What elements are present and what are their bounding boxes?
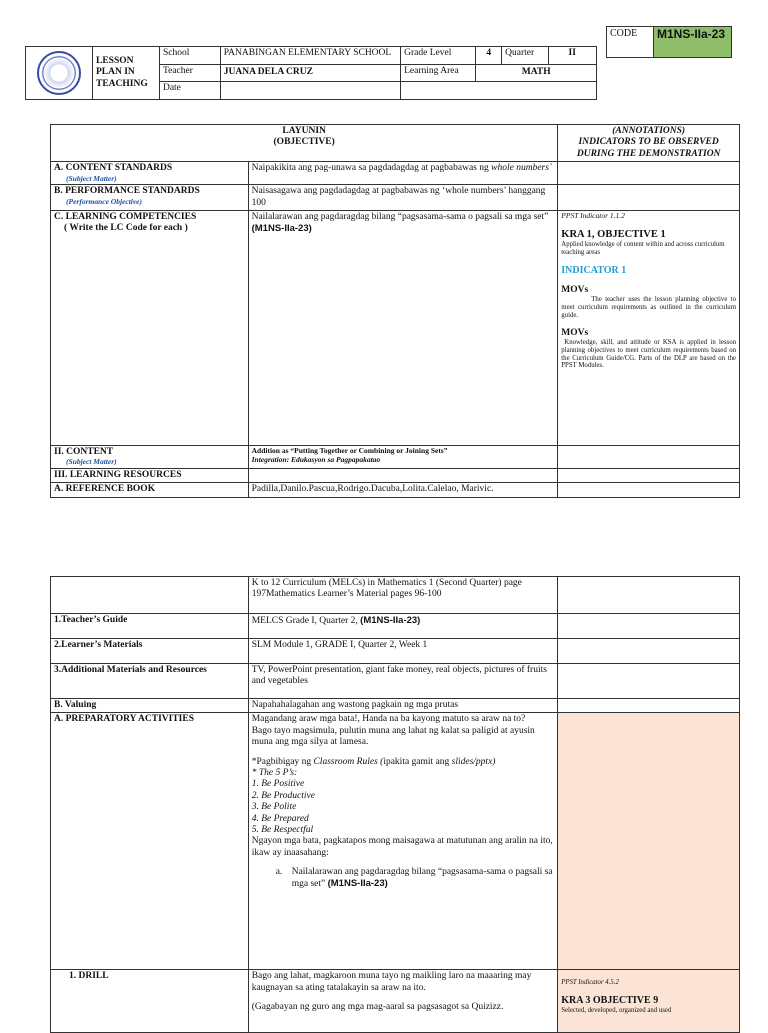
grade-label: Grade Level: [401, 47, 476, 65]
preparatory-annot: [558, 713, 740, 970]
teachers-guide-label: 1.Teacher’s Guide: [51, 614, 249, 639]
content-label: II. CONTENT: [54, 446, 114, 457]
movs2-title: MOVs: [561, 327, 589, 338]
teachers-guide-annot: [558, 614, 740, 639]
rules-italic-2: slides/pptx): [451, 756, 496, 767]
quarter-value: II: [548, 47, 597, 65]
teachers-guide-code: (M1NS-IIa-23): [360, 615, 421, 626]
performance-standards-label: B. PERFORMANCE STANDARDS: [54, 186, 200, 197]
kra1-annotation: [558, 210, 740, 445]
code-box: [606, 26, 732, 58]
kra1-title: KRA 1, OBJECTIVE 1: [561, 228, 666, 240]
deped-seal-icon: [37, 51, 81, 95]
prep-greeting: Magandang araw mga bata!, Handa na ba kayong matuto sa araw na to?: [251, 714, 526, 725]
objective-code: (M1NS-IIa-23): [327, 878, 388, 890]
rules-pre: *Pagbibigay ng: [251, 756, 312, 767]
annotations-header: [558, 125, 740, 162]
content-standards-sub: (Subject Matter): [66, 173, 117, 183]
drill-annot: [558, 970, 740, 1033]
competencies-body: Nailalarawan ang pagdaragdag bilang “pagsasama-sama o pagsali sa mga set”: [251, 211, 549, 222]
prep-expectation: Ngayon mga bata, pagkatapos mong maisagawa at matutunan ang aralin na ito, ikaw ay inaasahang:: [251, 836, 553, 858]
prep-instruction: Bago tayo magsimula, pulutin muna ang lahat ng kalat sa paligid at ayusin muna ang mga silya at lamesa.: [251, 725, 535, 748]
drill-label: 1. DRILL: [51, 970, 249, 1033]
additional-materials-text: TV, PowerPoint presentation, giant fake money, real objects, pictures of fruits and vegetables: [248, 664, 558, 699]
indicator-1-label: INDICATOR 1: [561, 264, 627, 276]
kra1-desc: Applied knowledge of content within and across curriculum teaching areas: [561, 241, 725, 256]
objective-header: [51, 125, 558, 162]
performance-standards-text: Naisasagawa ang pagdadagdag at pagbabawas ng ‘whole numbers’ hanggang 100: [248, 185, 558, 211]
valuing-text: Napahahalagahan ang wastong pagkain ng mga prutas: [248, 699, 558, 713]
date-fill: [401, 82, 597, 100]
learning-resources-text: [248, 468, 558, 482]
content-integration: Integration: Edukasyon sa Pagpapakatao: [251, 454, 381, 464]
content-standards-annot: [558, 162, 740, 185]
header-table: [25, 46, 597, 100]
competencies-code: (M1NS-IIa-23): [251, 223, 312, 235]
learners-materials-label: 2.Learner’s Materials: [51, 639, 249, 664]
seal-cell: [26, 47, 93, 100]
competencies-sub: ( Write the LC Code for each ): [64, 223, 188, 234]
drill-body: Bago ang lahat, magkaroon muna tayo ng maikling laro na maaaring may kaugnayan sa ating tatalakayin sa araw na ito.: [251, 971, 532, 993]
additional-materials-annot: [558, 664, 740, 699]
content-standards-text: [248, 162, 558, 185]
preparatory-label: A. PREPARATORY ACTIVITIES: [51, 713, 249, 970]
kra3-title: KRA 3 OBJECTIVE 9: [561, 995, 659, 1007]
code-label: CODE: [607, 27, 654, 58]
content-annot: [558, 445, 740, 468]
content-standards-italic: whole numbers`: [491, 163, 553, 174]
content-standards-body: Naipakikita ang pag-unawa sa pagdadagdag at pagbabawas ng: [251, 163, 489, 174]
reference-book-label: A. REFERENCE BOOK: [51, 483, 249, 497]
rule-4: 4. Be Prepared: [251, 813, 309, 824]
annotations-title: (ANNOTATIONS): [612, 126, 686, 136]
content-standards-cell: [51, 162, 249, 185]
learners-materials-text: SLM Module 1, GRADE I, Quarter 2, Week 1: [248, 639, 558, 664]
competencies-text: [248, 210, 558, 445]
rules-italic: Classroom Rules (: [313, 756, 384, 767]
competencies-cell: [51, 210, 249, 445]
teachers-guide-body: MELCS Grade I, Quarter 2,: [251, 616, 358, 626]
content-text: [248, 445, 558, 468]
teachers-guide-text: [248, 614, 558, 639]
objective-item: [252, 867, 555, 891]
date-value: [220, 82, 400, 100]
learning-resources-annot: [558, 468, 740, 482]
date-label: Date: [159, 82, 220, 100]
objective-header-1: LAYUNIN: [282, 126, 326, 136]
reference-book-annot: [558, 483, 740, 497]
quarter-label: Quarter: [502, 47, 548, 65]
school-label: School: [159, 47, 220, 65]
rule-3: 3. Be Polite: [251, 802, 297, 813]
reference-cont-annot: [558, 577, 740, 614]
reference-book-text: Padilla,Danilo.Pascua,Rodrigo.Dacuba,Lolita.Calelao, Marivic.: [248, 483, 558, 497]
performance-standards-annot: [558, 185, 740, 211]
classroom-rules: [252, 757, 555, 768]
code-value: M1NS-IIa-23: [654, 27, 732, 58]
reference-cont-label: [51, 577, 249, 614]
rules-post: ipakita gamit ang: [383, 756, 450, 767]
ppst-indicator-1: PPST Indicator 1.1.2: [561, 210, 625, 220]
valuing-annot: [558, 699, 740, 713]
rule-5: 5. Be Respectful: [251, 824, 314, 835]
content-standards-label: A. CONTENT STANDARDS: [54, 163, 173, 174]
kra3-desc: Selected, developed, organized and used: [561, 1007, 672, 1015]
objective-text: Nailalarawan ang pagdaragdag bilang “pagsasama-sama o pagsali sa mga set”: [291, 867, 553, 890]
performance-standards-sub: (Performance Objective): [66, 196, 143, 206]
valuing-label: B. Valuing: [51, 699, 249, 713]
competencies-label: C. LEARNING COMPETENCIES: [54, 211, 197, 222]
rule-2: 2. Be Productive: [251, 790, 315, 801]
learners-materials-annot: [558, 639, 740, 664]
content-cell: [51, 445, 249, 468]
objective-marker: a.: [275, 867, 283, 878]
performance-standards-cell: [51, 185, 249, 211]
movs1-text: The teacher uses the lesson planning objective to meet curriculum requirements as outlined in the curriculum guide.: [561, 296, 736, 319]
indicators-title: INDICATORS TO BE OBSERVED DURING THE DEMONSTRATION: [576, 137, 721, 159]
five-ps-title: * The 5 P’s:: [251, 767, 298, 778]
teacher-label: Teacher: [159, 64, 220, 82]
rule-1: 1. Be Positive: [251, 779, 305, 790]
teacher-value: JUANA DELA CRUZ: [220, 64, 400, 82]
grade-value: 4: [476, 47, 502, 65]
objectives-table: [50, 124, 740, 498]
preparatory-text: [248, 713, 558, 970]
additional-materials-label: 3.Additional Materials and Resources: [51, 664, 249, 699]
area-label: Learning Area: [401, 64, 476, 82]
objective-header-2: (OBJECTIVE): [273, 137, 335, 148]
area-value: MATH: [476, 64, 597, 82]
movs1-title: MOVs: [561, 284, 589, 295]
reference-cont-text: K to 12 Curriculum (MELCs) in Mathematics 1 (Second Quarter) page 197Mathematics Learner’s Material pages 96-100: [248, 577, 558, 614]
content-topic: Addition as “Putting Together or Combining or Joining Sets”: [251, 445, 448, 455]
content-sub: (Subject Matter): [66, 457, 117, 467]
drill-text: [248, 970, 558, 1033]
movs2-text: Knowledge, skill, and attitude or KSA is applied in lesson planning objectives to meet curriculum requirements based on the Curriculum Guide/CG. Parts of the DLP are based on the PPST Modules.: [561, 339, 736, 370]
resources-activities-table: [50, 576, 740, 1033]
ppst-indicator-2: PPST Indicator 4.5.2: [561, 979, 619, 987]
school-value: PANABINGAN ELEMENTARY SCHOOL: [220, 47, 400, 65]
learning-resources-label: III. LEARNING RESOURCES: [51, 468, 249, 482]
drill-body-2: (Gagabayan ng guro ang mga mag-aaral sa pagsasagot sa Quizizz.: [251, 1002, 504, 1013]
lesson-title: LESSON PLAN IN TEACHING: [92, 47, 159, 100]
